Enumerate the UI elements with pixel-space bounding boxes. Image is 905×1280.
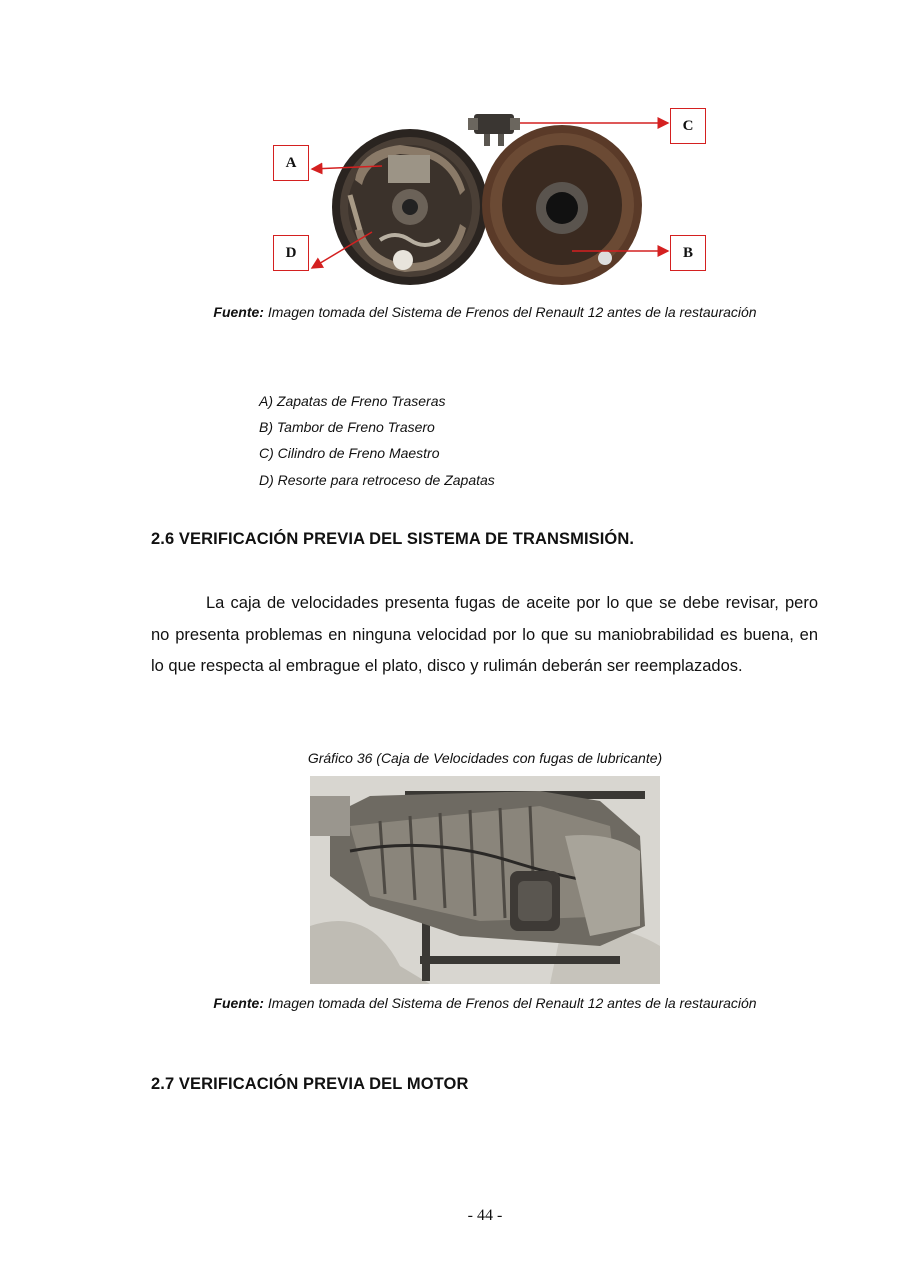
legend-item-b: B) Tambor de Freno Trasero (259, 419, 435, 435)
page-number: - 44 - (467, 1207, 503, 1224)
callout-label-b: B (670, 235, 706, 271)
transmission-paragraph: La caja de velocidades presenta fugas de aceite por lo que se debe revisar, pero no presenta problemas en ninguna velocidad por lo que su maniobrabilidad es buena, en lo que respecta al embrague el plato, disco y rulimán deberán ser reemplazados. (151, 594, 818, 675)
callout-label-a: A (273, 145, 309, 181)
figure1-caption (0, 304, 905, 320)
caption-source-label: Fuente: (213, 304, 264, 320)
callout-label-d: D (273, 235, 309, 271)
legend-item-d: D) Resorte para retroceso de Zapatas (259, 472, 495, 488)
gearbox-photo (310, 776, 660, 984)
caption2-source-text: Imagen tomada del Sistema de Frenos del Renault 12 antes de la restauración (263, 995, 757, 1011)
brake-photo (270, 100, 710, 300)
caption2-source-label: Fuente: (213, 995, 264, 1011)
section-heading-2-7: 2.7 VERIFICACIÓN PREVIA DEL MOTOR (151, 1075, 469, 1093)
figure2-title: Gráfico 36 (Caja de Velocidades con fugas de lubricante) (307, 750, 663, 766)
caption-source-text: Imagen tomada del Sistema de Frenos del Renault 12 antes de la restauración (263, 304, 757, 320)
legend-item-a: A) Zapatas de Freno Traseras (259, 393, 446, 409)
brake-figure (270, 100, 710, 300)
legend-item-c: C) Cilindro de Freno Maestro (259, 445, 440, 461)
section-heading-2-6: 2.6 VERIFICACIÓN PREVIA DEL SISTEMA DE TRANSMISIÓN. (151, 530, 635, 548)
figure2-caption (0, 995, 905, 1011)
callout-label-c: C (670, 108, 706, 144)
